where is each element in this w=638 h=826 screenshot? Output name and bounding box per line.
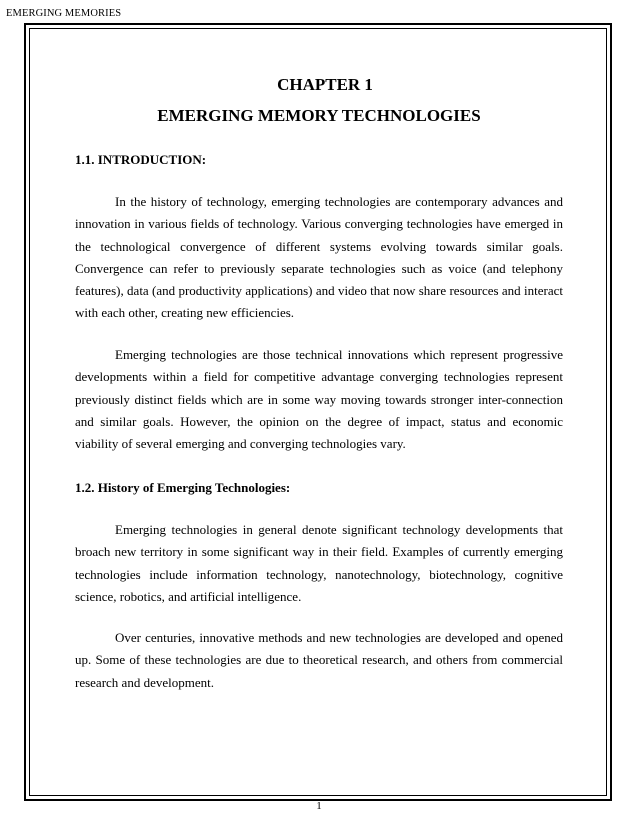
chapter-number-text: CHAPTER 1 (277, 75, 373, 94)
chapter-title (0, 106, 638, 126)
paragraph-history-2: Over centuries, innovative methods and new technologies are developed and opened up. Some of these technologies are due to theoretical research, and others from commercial research and development. (75, 630, 563, 690)
page-number (0, 800, 638, 812)
section-heading-introduction: 1.1. INTRODUCTION: (75, 152, 207, 167)
chapter-title-text: EMERGING MEMORY TECHNOLOGIES (157, 106, 481, 125)
chapter-number (0, 75, 638, 95)
paragraph-intro-2: Emerging technologies are those technical innovations which represent progressive developments within a field for competitive advantage converging technologies represent previously distinct fields which are in some way moving towards stronger inter-connection and similar goals. However, the opinion on the degree of impact, status and economic viability of several emerging and converging technologies vary. (75, 347, 563, 452)
paragraph-intro-1: In the history of technology, emerging technologies are contemporary advances and innovation in various fields of technology. Various converging technologies have emerged in the technological convergence of different systems evolving towards similar goals. Convergence can refer to previously separate technologies such as voice (and telephony features), data (and productivity applications) and video that now share resources and interact with each other, creating new efficiencies. (75, 194, 563, 321)
section-heading-history: 1.2. History of Emerging Technologies: (75, 480, 291, 495)
page-number-text: 1 (316, 800, 322, 812)
running-header: EMERGING MEMORIES (6, 8, 122, 19)
paragraph-history-1: Emerging technologies in general denote significant technology developments that broach new territory in some significant way in their field. Examples of currently emerging technologies include information technology, nanotechnology, biotechnology, cognitive science, robotics, and artificial intelligence. (75, 522, 563, 604)
